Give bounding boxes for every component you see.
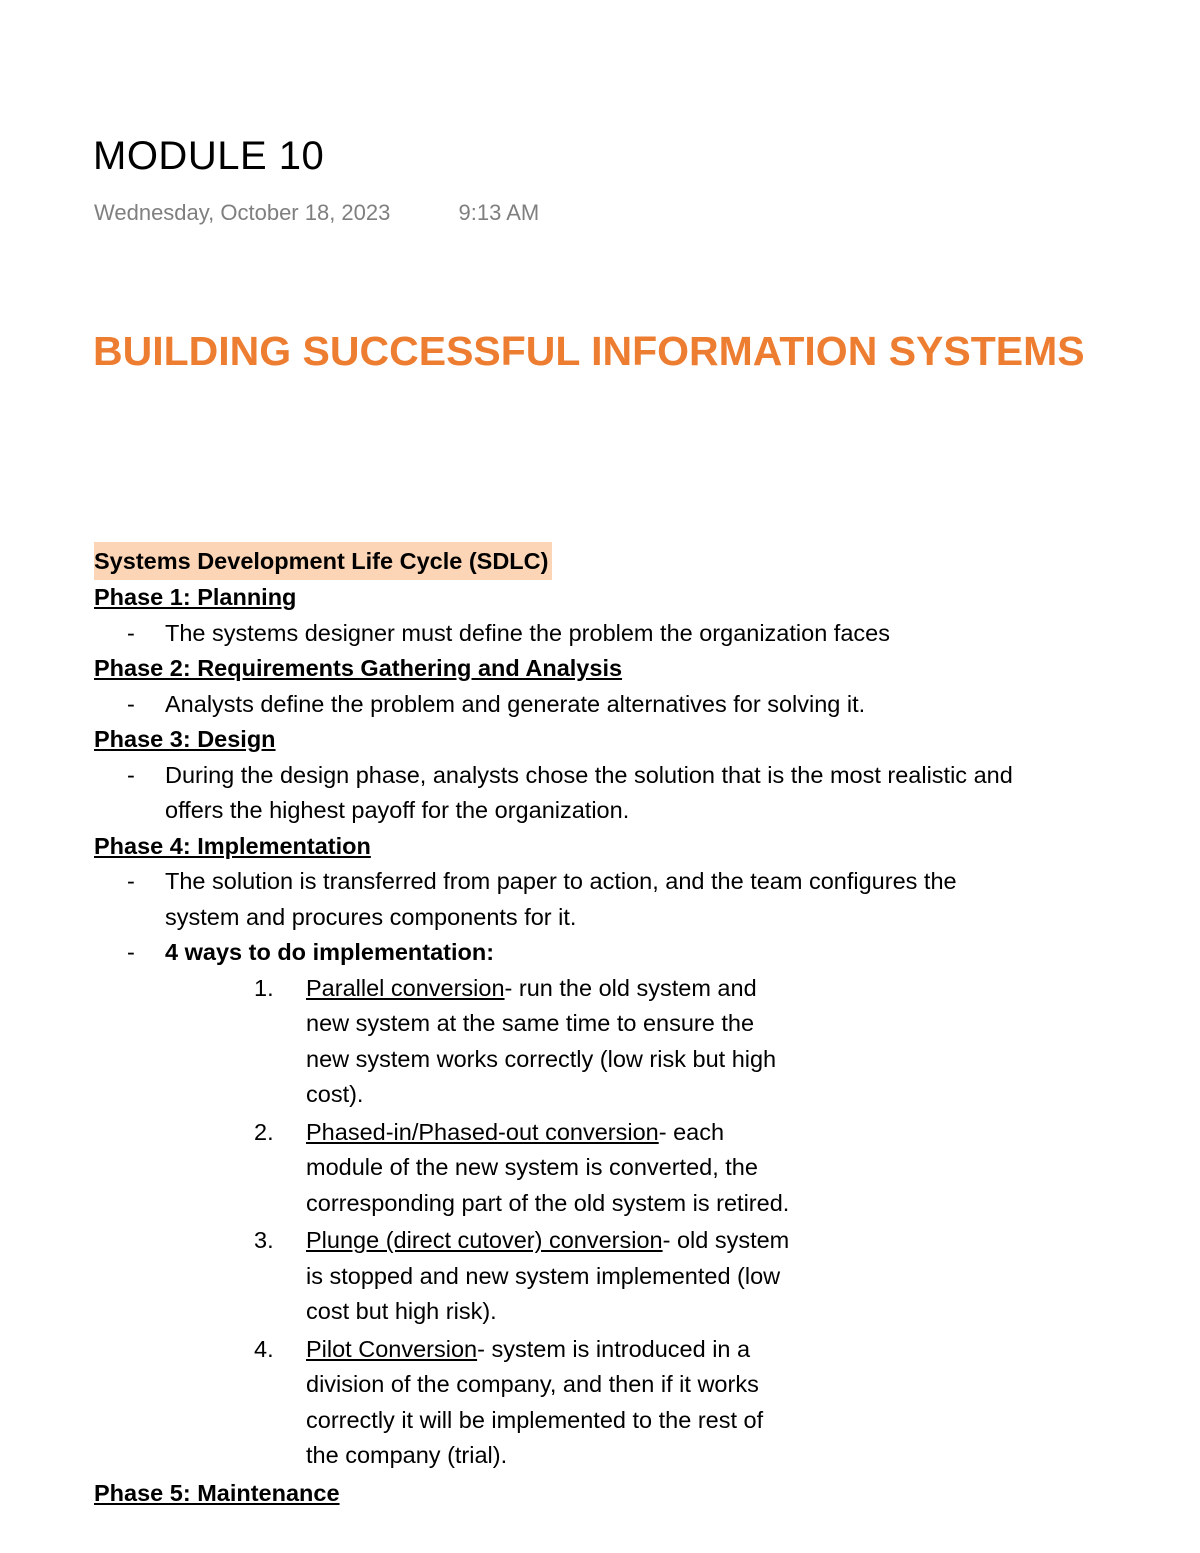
bullet-item [94, 935, 1024, 971]
phase-title: Phase 5: Maintenance [94, 1479, 340, 1506]
item-number: 1. [254, 974, 274, 1001]
bullet-text: During the design phase, analysts chose the solution that is the most realistic and offers the highest payoff for the organization. [165, 761, 1013, 823]
page-date: Wednesday, October 18, 2023 [94, 200, 391, 225]
bullet-text: Analysts define the problem and generate alternatives for solving it. [165, 690, 866, 717]
item-description: - old system is stopped and new system implemented (low cost but high risk). [306, 1227, 790, 1324]
page-title: MODULE 10 [93, 134, 325, 178]
highlighted-topic: Systems Development Life Cycle (SDLC) [94, 542, 552, 580]
phase-title: Phase 4: Implementation [94, 832, 371, 859]
numbered-item [94, 1115, 801, 1222]
numbered-item [94, 1223, 801, 1330]
bullet-text: 4 ways to do implementation: [165, 939, 495, 965]
dash-marker: - [127, 690, 135, 717]
dash-marker: - [127, 761, 135, 788]
bullet-text: The solution is transferred from paper to action, and the team configures the system and procures components for it. [165, 868, 957, 930]
phase-title: Phase 3: Design [94, 726, 276, 752]
item-number: 4. [254, 1335, 274, 1362]
item-term: Parallel conversion [306, 974, 505, 1001]
item-number: 2. [254, 1118, 274, 1145]
notes-content [94, 542, 1024, 1506]
section-heading: BUILDING SUCCESSFUL INFORMATION SYSTEMS [93, 328, 1085, 374]
item-description: - run the old system and new system at the same time to ensure the new system works correctly (low risk but high cost). [306, 974, 777, 1107]
numbered-item [94, 971, 801, 1113]
bullet-item [94, 758, 1024, 829]
dash-marker: - [127, 619, 135, 646]
item-term: Phased-in/Phased-out conversion [306, 1118, 659, 1145]
page-time: 9:13 AM [458, 200, 540, 225]
page-metadata [94, 200, 539, 226]
bullet-item [94, 616, 1024, 652]
item-term: Pilot Conversion [306, 1335, 478, 1362]
bullet-item [94, 687, 1024, 723]
item-number: 3. [254, 1227, 274, 1253]
item-description: - each module of the new system is converted, the corresponding part of the old system is retired. [306, 1118, 790, 1216]
numbered-item [94, 1332, 801, 1474]
item-term: Plunge (direct cutover) conversion [306, 1227, 663, 1253]
dash-marker: - [127, 868, 135, 894]
phase-title: Phase 2: Requirements Gathering and Analysis [94, 655, 623, 681]
phase-title: Phase 1: Planning [94, 584, 297, 610]
bullet-text: The systems designer must define the problem the organization faces [165, 619, 890, 646]
item-description: - system is introduced in a division of the company, and then if it works correctly it will be implemented to the rest of the company (trial). [306, 1335, 764, 1468]
dash-marker: - [127, 939, 135, 965]
bullet-item [94, 864, 1024, 935]
